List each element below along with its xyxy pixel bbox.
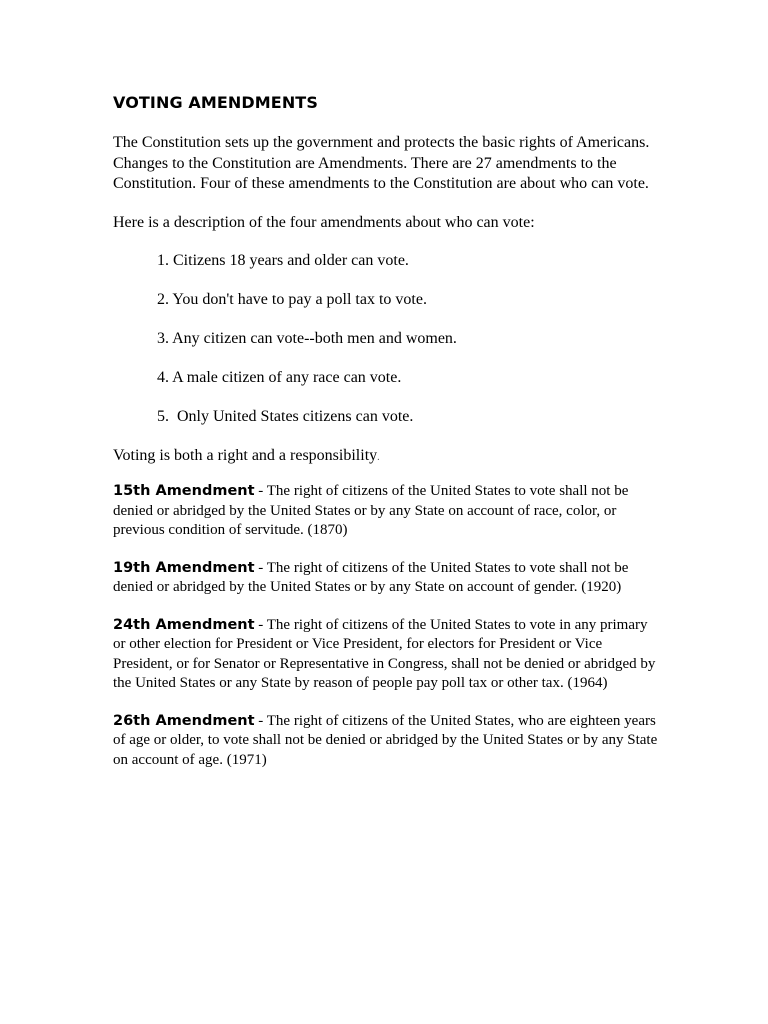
document-page — [113, 92, 658, 788]
amendment-text: - The right of citizens of the United States to vote shall not be denied or abridged by the United States or by any State on account of gender. (1920) — [113, 559, 629, 595]
list-item — [157, 251, 658, 272]
amendment-paragraph — [113, 712, 658, 771]
list-item-number: 2. — [157, 291, 169, 308]
intro-paragraph: The Constitution sets up the government and protects the basic rights of Americans. Changes to the Constitution are Amendments. There are 27 amendments to the Constitution. Four of these amendments to the Constitution are about who can vote. — [113, 134, 650, 192]
list-item-text: Citizens 18 years and older can vote. — [173, 252, 409, 269]
list-lead-paragraph: Here is a description of the four amendments about who can vote: — [113, 213, 535, 231]
list-item-text: Any citizen can vote--both men and women. — [172, 330, 457, 347]
list-item — [157, 329, 658, 350]
closing-period: . — [377, 451, 380, 463]
list-item — [157, 368, 658, 389]
list-item-number: 1. — [157, 252, 169, 269]
list-item-number: 5. — [157, 408, 169, 425]
amendment-text: - The right of citizens of the United States to vote shall not be denied or abridged by the United States or by any State on account of race, color, or previous condition of servitude. (1870) — [113, 483, 629, 538]
list-item — [157, 290, 658, 311]
list-item — [157, 407, 658, 428]
list-item-text: You don't have to pay a poll tax to vote. — [172, 291, 427, 308]
amendment-text: - The right of citizens of the United States to vote in any primary or other election for President or Vice President, for electors for President or Vice President, or for Senator or Representative in Congress, shall not be denied or abridged by the United States or any State by reason of people pay poll tax or other tax. (1964) — [113, 616, 656, 691]
list-item-number: 4. — [157, 369, 169, 386]
amendment-paragraph — [113, 482, 658, 541]
amendment-summary-list — [113, 251, 658, 428]
amendment-paragraph — [113, 616, 658, 694]
closing-text: Voting is both a right and a responsibility — [113, 446, 378, 464]
amendment-name: 26th Amendment — [113, 712, 255, 729]
list-item-number: 3. — [157, 330, 169, 347]
list-item-text: Only United States citizens can vote. — [173, 408, 414, 425]
amendment-name: 24th Amendment — [113, 616, 255, 633]
amendment-name: 19th Amendment — [113, 559, 255, 576]
amendment-text: - The right of citizens of the United States, who are eighteen years of age or older, to vote shall not be denied or abridged by the United States or by any State on account of age. (1971) — [113, 712, 658, 768]
list-item-text: A male citizen of any race can vote. — [172, 369, 402, 386]
closing-paragraph — [113, 446, 658, 469]
document-title: VOTING AMENDMENTS — [113, 93, 318, 112]
amendment-name: 15th Amendment — [113, 483, 255, 499]
amendment-paragraph — [113, 559, 658, 598]
